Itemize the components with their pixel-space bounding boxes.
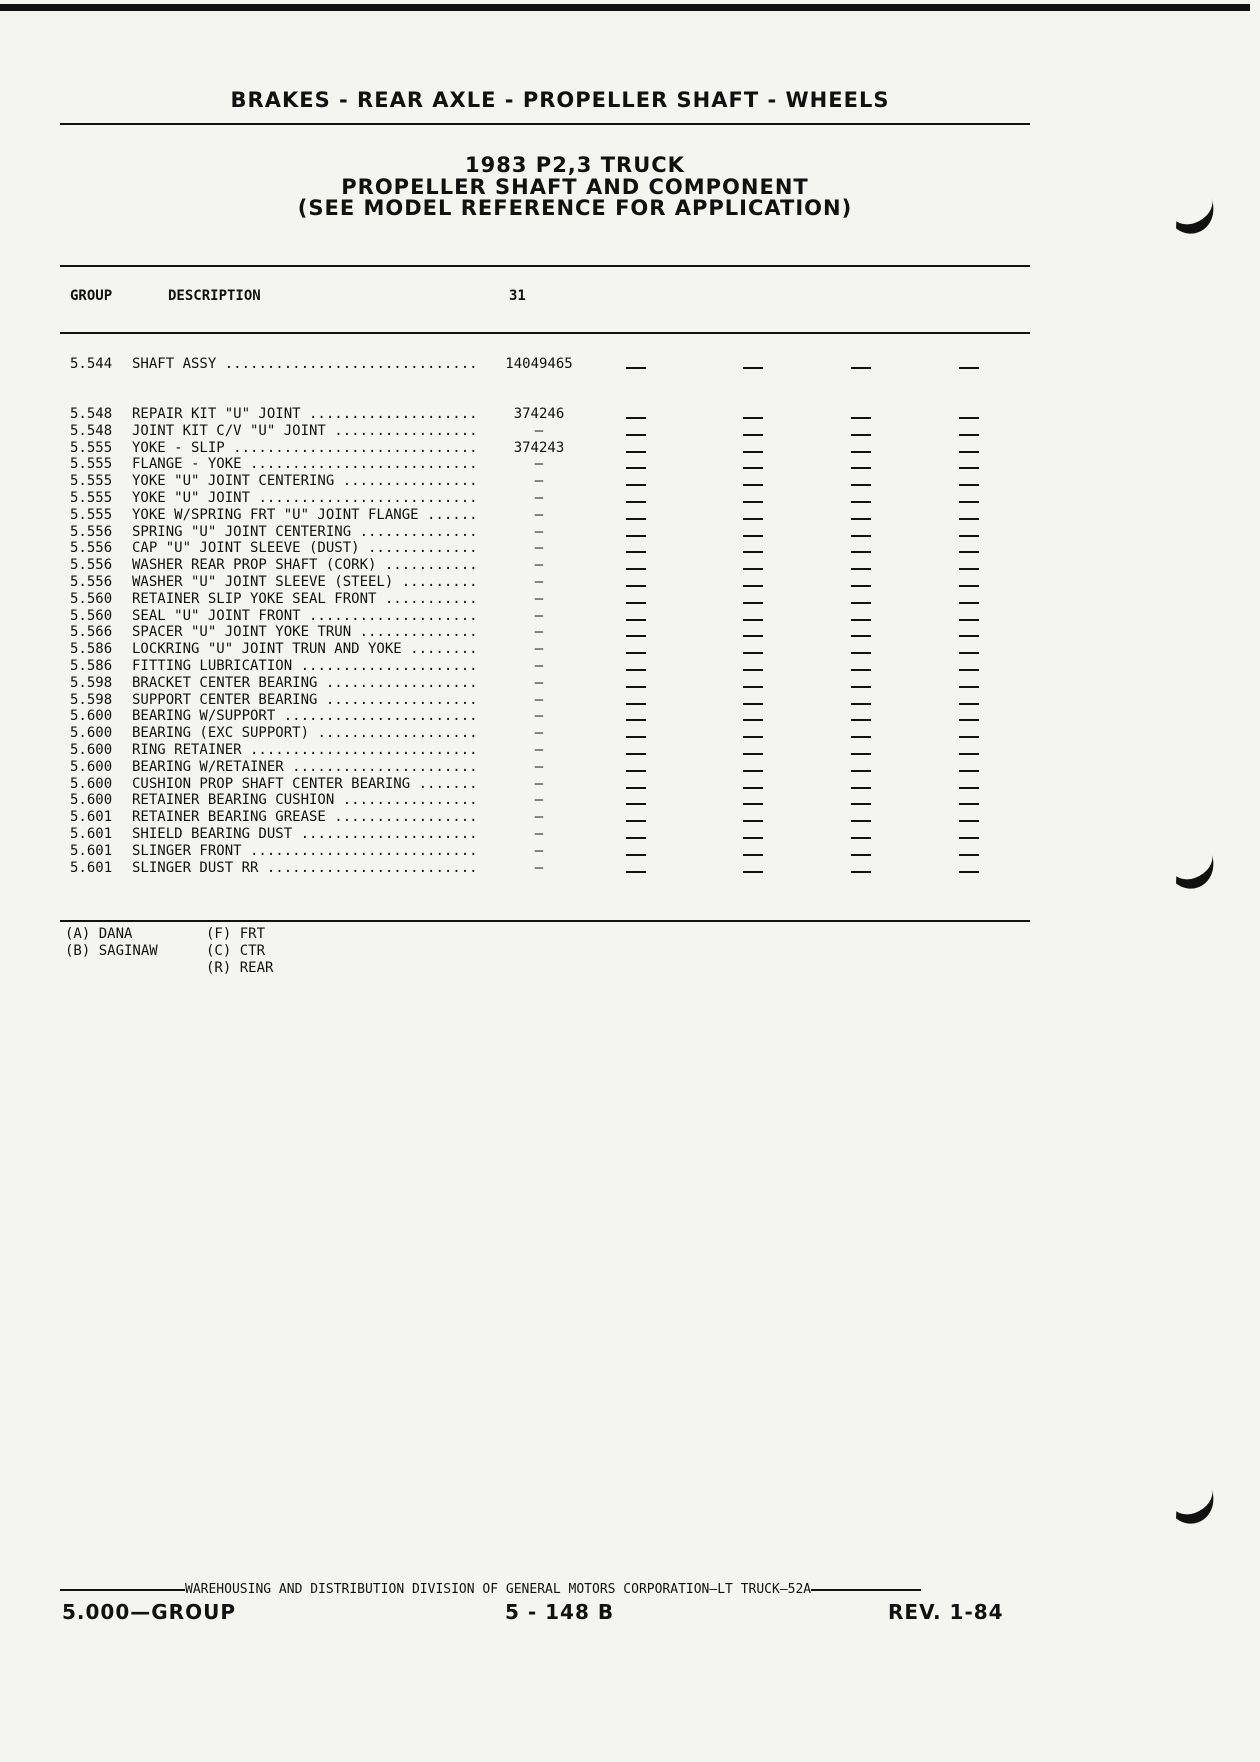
row-group: 5.556 [70, 523, 113, 540]
row-group: 5.600 [70, 775, 113, 792]
row-group: 5.601 [70, 842, 113, 859]
row-group: 5.544 [70, 356, 113, 372]
section-title: BRAKES - REAR AXLE - PROPELLER SHAFT - WHEELS [230, 88, 890, 112]
column-header-model: 31 [509, 288, 526, 304]
row-group: 5.600 [70, 708, 113, 725]
empty-cell-dash [959, 518, 979, 520]
empty-cell-dash [851, 871, 871, 873]
row-part-number: — [480, 540, 594, 557]
empty-cell-dash [743, 703, 763, 705]
row-part-number: — [480, 524, 594, 541]
row-group: 5.600 [70, 792, 113, 809]
row-description: JOINT KIT C/V "U" JOINT ..... [132, 423, 537, 440]
empty-cell-dash [959, 652, 979, 654]
empty-cell-dash [851, 535, 871, 537]
empty-cell-dash [851, 551, 871, 553]
empty-cell-dash [851, 367, 871, 369]
legend-dana: (A) DANA [65, 926, 133, 942]
footer-page-number: 5 - 148 B [505, 1600, 615, 1624]
row-part-number: — [480, 843, 594, 860]
row-part-number: — [480, 490, 594, 507]
empty-cell-dash [743, 736, 763, 738]
empty-cell-dash [851, 417, 871, 419]
row-part-number: — [480, 473, 594, 490]
empty-cell-dash [743, 417, 763, 419]
empty-cell-dash [743, 787, 763, 789]
row-description: BRACKET CENTER BEARING ..... [132, 675, 537, 692]
empty-cell-dash [626, 719, 646, 721]
row-part-number: — [480, 826, 594, 843]
row-group: 5.556 [70, 540, 113, 557]
empty-cell-dash [851, 451, 871, 453]
empty-cell-dash [959, 467, 979, 469]
empty-cell-dash [743, 568, 763, 570]
empty-cell-dash [959, 635, 979, 637]
row-part-number: — [480, 708, 594, 725]
row-group: 5.560 [70, 590, 113, 607]
empty-cell-dash [851, 770, 871, 772]
footer-division: WAREHOUSING AND DISTRIBUTION DIVISION OF GENERAL MOTORS CORPORATION—LT TRUCK—52A [185, 1582, 812, 1597]
empty-cell-dash [626, 451, 646, 453]
empty-cell-dash [743, 753, 763, 755]
empty-cell-dash [626, 434, 646, 436]
row-group: 5.556 [70, 574, 113, 590]
row-description: CAP "U" JOINT SLEEVE (DUST) ..... [132, 540, 537, 557]
row-group: 5.555 [70, 439, 113, 456]
empty-cell-dash [959, 854, 979, 856]
empty-cell-dash [959, 686, 979, 688]
empty-cell-dash [959, 619, 979, 621]
empty-cell-dash [851, 669, 871, 671]
title-rule [60, 123, 1030, 125]
row-group: 5.601 [70, 826, 113, 842]
row-part-number: 374246 [480, 406, 594, 423]
footer-revision: REV. 1-84 [888, 1600, 1004, 1624]
row-group: 5.560 [70, 607, 113, 624]
row-description: SLINGER DUST RR ..... [132, 860, 537, 877]
row-description: YOKE "U" JOINT ..... [132, 490, 537, 507]
empty-cell-dash [626, 854, 646, 856]
empty-cell-dash [743, 803, 763, 805]
empty-cell-dash [743, 719, 763, 721]
empty-cell-dash [743, 669, 763, 671]
row-description: YOKE "U" JOINT CENTERING ..... [132, 473, 537, 490]
legend-rear: (R) REAR [206, 960, 274, 976]
empty-cell-dash [743, 451, 763, 453]
row-description: SHAFT ASSY ..... [132, 356, 537, 373]
empty-cell-dash [851, 787, 871, 789]
row-description: BEARING (EXC SUPPORT) ..... [132, 725, 537, 742]
row-group: 5.548 [70, 406, 113, 422]
row-part-number: — [480, 624, 594, 641]
row-part-number: — [480, 591, 594, 608]
row-description: SLINGER FRONT ..... [132, 843, 537, 860]
empty-cell-dash [626, 770, 646, 772]
row-part-number: 374243 [480, 440, 594, 457]
row-part-number: — [480, 574, 594, 591]
empty-cell-dash [851, 484, 871, 486]
row-part-number: — [480, 725, 594, 742]
empty-cell-dash [851, 854, 871, 856]
empty-cell-dash [626, 803, 646, 805]
row-description: YOKE - SLIP ..... [132, 440, 537, 457]
row-description: BEARING W/SUPPORT ..... [132, 708, 537, 725]
empty-cell-dash [626, 820, 646, 822]
empty-cell-dash [959, 753, 979, 755]
row-description: SPRING "U" JOINT CENTERING ..... [132, 524, 537, 541]
empty-cell-dash [959, 669, 979, 671]
row-group: 5.600 [70, 725, 113, 742]
row-description: FLANGE - YOKE ..... [132, 456, 537, 473]
empty-cell-dash [743, 820, 763, 822]
legend-saginaw: (B) SAGINAW [65, 943, 158, 959]
empty-cell-dash [851, 467, 871, 469]
legend-center: (C) CTR [206, 943, 266, 959]
row-description: WASHER REAR PROP SHAFT (CORK) ..... [132, 557, 537, 574]
empty-cell-dash [743, 635, 763, 637]
empty-cell-dash [851, 602, 871, 604]
empty-cell-dash [959, 585, 979, 587]
legend-front: (F) FRT [206, 926, 266, 942]
empty-cell-dash [959, 820, 979, 822]
row-part-number: — [480, 507, 594, 524]
empty-cell-dash [626, 652, 646, 654]
empty-cell-dash [851, 568, 871, 570]
empty-cell-dash [959, 501, 979, 503]
empty-cell-dash [959, 871, 979, 873]
row-description: SUPPORT CENTER BEARING ..... [132, 692, 537, 709]
row-group: 5.598 [70, 674, 113, 691]
row-part-number: — [480, 641, 594, 658]
row-description: SPACER "U" JOINT YOKE TRUN ..... [132, 624, 537, 641]
row-part-number: — [480, 792, 594, 809]
empty-cell-dash [959, 535, 979, 537]
row-description: RETAINER SLIP YOKE SEAL FRONT ..... [132, 591, 537, 608]
row-part-number: — [480, 675, 594, 692]
empty-cell-dash [851, 803, 871, 805]
empty-cell-dash [743, 467, 763, 469]
row-part-number: — [480, 759, 594, 776]
row-part-number: — [480, 423, 594, 440]
table-header-top-rule [60, 265, 1030, 267]
empty-cell-dash [626, 585, 646, 587]
footer-division-line [60, 1582, 1025, 1597]
row-part-number: — [480, 860, 594, 877]
empty-cell-dash [626, 703, 646, 705]
empty-cell-dash [626, 686, 646, 688]
empty-cell-dash [959, 837, 979, 839]
empty-cell-dash [626, 753, 646, 755]
binder-hole-mark [1165, 180, 1203, 224]
row-group: 5.598 [70, 691, 113, 708]
row-group: 5.555 [70, 490, 113, 506]
empty-cell-dash [851, 837, 871, 839]
table-bottom-rule [60, 920, 1030, 922]
empty-cell-dash [743, 871, 763, 873]
empty-cell-dash [626, 467, 646, 469]
row-part-number: — [480, 692, 594, 709]
empty-cell-dash [851, 820, 871, 822]
empty-cell-dash [626, 669, 646, 671]
empty-cell-dash [959, 770, 979, 772]
row-description: REPAIR KIT "U" JOINT ..... [132, 406, 537, 423]
empty-cell-dash [626, 787, 646, 789]
empty-cell-dash [851, 736, 871, 738]
empty-cell-dash [626, 551, 646, 553]
empty-cell-dash [743, 602, 763, 604]
row-description: RETAINER BEARING CUSHION ..... [132, 792, 537, 809]
empty-cell-dash [626, 635, 646, 637]
row-group: 5.556 [70, 557, 113, 574]
row-group: 5.555 [70, 473, 113, 490]
empty-cell-dash [626, 501, 646, 503]
row-description: SHIELD BEARING DUST ..... [132, 826, 537, 843]
binder-hole-mark [1165, 835, 1203, 879]
empty-cell-dash [743, 518, 763, 520]
empty-cell-dash [959, 602, 979, 604]
row-part-number: — [480, 608, 594, 625]
row-group: 5.600 [70, 758, 113, 775]
empty-cell-dash [743, 686, 763, 688]
empty-cell-dash [851, 585, 871, 587]
empty-cell-dash [959, 568, 979, 570]
empty-cell-dash [959, 787, 979, 789]
empty-cell-dash [851, 686, 871, 688]
empty-cell-dash [626, 535, 646, 537]
footer-group: 5.000—GROUP [62, 1600, 236, 1624]
row-part-number: — [480, 456, 594, 473]
row-description: BEARING W/RETAINER ..... [132, 759, 537, 776]
row-description: SEAL "U" JOINT FRONT ..... [132, 608, 537, 625]
row-part-number: — [480, 557, 594, 574]
empty-cell-dash [743, 652, 763, 654]
empty-cell-dash [626, 568, 646, 570]
column-header-description: DESCRIPTION [168, 288, 261, 304]
empty-cell-dash [743, 434, 763, 436]
row-group: 5.586 [70, 641, 113, 658]
empty-cell-dash [626, 837, 646, 839]
binder-hole-mark [1165, 1470, 1203, 1514]
empty-cell-dash [851, 434, 871, 436]
empty-cell-dash [959, 451, 979, 453]
row-description: FITTING LUBRICATION ..... [132, 658, 537, 675]
empty-cell-dash [959, 736, 979, 738]
empty-cell-dash [959, 551, 979, 553]
empty-cell-dash [851, 619, 871, 621]
subtitle-line-2: PROPELLER SHAFT AND COMPONENT [341, 175, 809, 199]
empty-cell-dash [959, 417, 979, 419]
row-description: CUSHION PROP SHAFT CENTER BEARING ..... [132, 776, 537, 793]
empty-cell-dash [959, 719, 979, 721]
empty-cell-dash [743, 585, 763, 587]
empty-cell-dash [851, 518, 871, 520]
subtitle-line-3: (SEE MODEL REFERENCE FOR APPLICATION) [297, 196, 853, 220]
empty-cell-dash [959, 367, 979, 369]
row-description: WASHER "U" JOINT SLEEVE (STEEL) ..... [132, 574, 537, 591]
row-part-number: 14049465 [480, 356, 594, 373]
empty-cell-dash [851, 753, 871, 755]
row-part-number: — [480, 776, 594, 793]
row-group: 5.555 [70, 456, 113, 473]
empty-cell-dash [959, 803, 979, 805]
empty-cell-dash [851, 501, 871, 503]
empty-cell-dash [743, 551, 763, 553]
empty-cell-dash [626, 736, 646, 738]
empty-cell-dash [626, 367, 646, 369]
row-description: LOCKRING "U" JOINT TRUN AND YOKE ..... [132, 641, 537, 658]
empty-cell-dash [743, 367, 763, 369]
empty-cell-dash [743, 535, 763, 537]
row-group: 5.586 [70, 658, 113, 674]
row-part-number: — [480, 658, 594, 675]
empty-cell-dash [626, 518, 646, 520]
empty-cell-dash [743, 501, 763, 503]
row-group: 5.566 [70, 624, 113, 641]
empty-cell-dash [743, 619, 763, 621]
subtitle-line-1: 1983 P2,3 TRUCK [465, 153, 685, 177]
table-header-bottom-rule [60, 332, 1030, 334]
column-header-group: GROUP [70, 288, 113, 304]
empty-cell-dash [743, 484, 763, 486]
row-description: RING RETAINER ..... [132, 742, 537, 759]
row-group: 5.548 [70, 422, 113, 439]
empty-cell-dash [626, 484, 646, 486]
empty-cell-dash [851, 652, 871, 654]
row-group: 5.601 [70, 809, 113, 826]
empty-cell-dash [851, 635, 871, 637]
empty-cell-dash [626, 871, 646, 873]
empty-cell-dash [851, 703, 871, 705]
empty-cell-dash [959, 434, 979, 436]
row-description: RETAINER BEARING GREASE ..... [132, 809, 537, 826]
empty-cell-dash [743, 854, 763, 856]
empty-cell-dash [626, 417, 646, 419]
row-group: 5.600 [70, 742, 113, 758]
row-description: YOKE W/SPRING FRT "U" JOINT FLANGE ..... [132, 507, 537, 524]
empty-cell-dash [626, 619, 646, 621]
empty-cell-dash [743, 770, 763, 772]
empty-cell-dash [743, 837, 763, 839]
empty-cell-dash [626, 602, 646, 604]
empty-cell-dash [959, 484, 979, 486]
top-border-rule [0, 4, 1250, 11]
empty-cell-dash [959, 703, 979, 705]
row-part-number: — [480, 809, 594, 826]
row-group: 5.601 [70, 859, 113, 876]
empty-cell-dash [851, 719, 871, 721]
row-group: 5.555 [70, 506, 113, 523]
row-part-number: — [480, 742, 594, 759]
